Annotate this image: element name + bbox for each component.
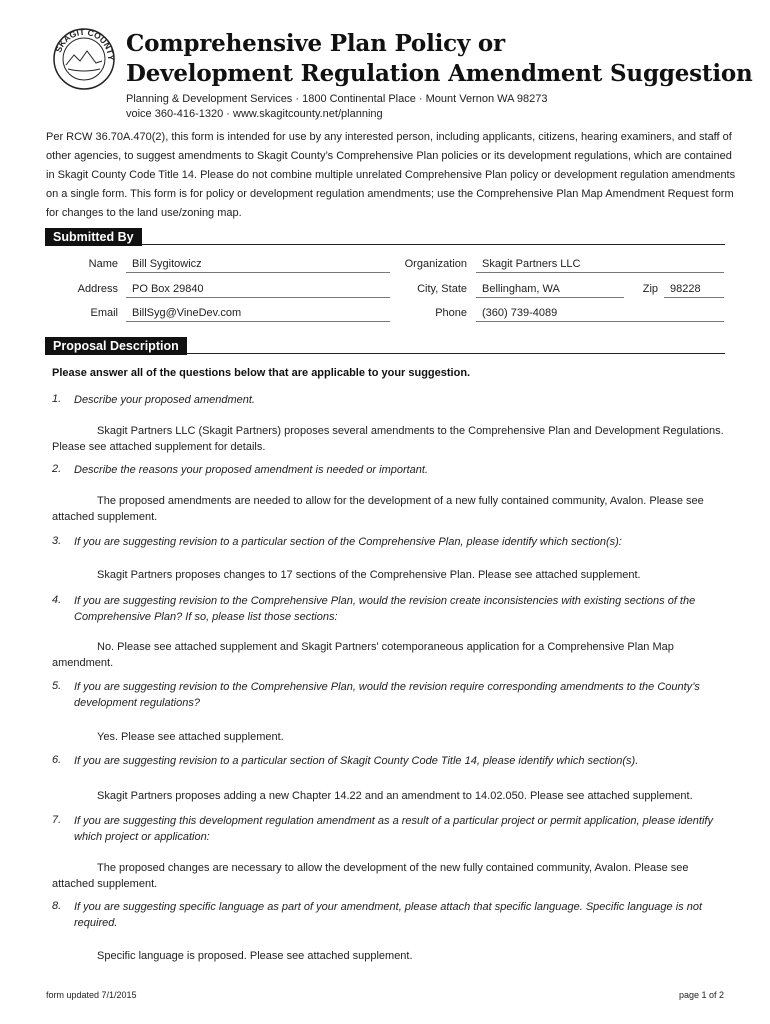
answer-text[interactable]: Skagit Partners proposes adding a new Chapter 14.22 and an amendment to 14.02.050. Please see attached supplement.: [97, 790, 693, 802]
svg-text:SKAGIT COUNTY: SKAGIT COUNTY: [53, 27, 116, 61]
question-number: 5.: [52, 680, 62, 692]
question-text: If you are suggesting revision to the Comprehensive Plan, would the revision create inconsistencies with existing sections of the Comprehensive Plan? If so, please list those sections:: [74, 595, 696, 623]
page-title-line2: Development Regulation Amendment Suggestion: [126, 60, 753, 87]
phone-field[interactable]: (360) 739-4089: [476, 307, 724, 322]
proposal-heading: Proposal Description: [45, 337, 187, 355]
question-text: If you are suggesting this development regulation amendment as a result of a particular project or permit application, please identify which project or application:: [74, 815, 713, 843]
question-text: Describe your proposed amendment.: [74, 394, 255, 406]
answer-text[interactable]: The proposed changes are necessary to allow the development of the new fully contained community, Avalon. Please see attached supplement.: [52, 862, 689, 890]
department-address: Planning & Development Services · 1800 Continental Place · Mount Vernon WA 98273: [126, 93, 548, 105]
city-state-field[interactable]: Bellingham, WA: [476, 283, 624, 298]
answer-text[interactable]: Yes. Please see attached supplement.: [97, 731, 284, 743]
question-number: 8.: [52, 900, 62, 912]
proposal-section-bar: [45, 337, 725, 354]
zip-field[interactable]: 98228: [664, 283, 724, 298]
email-field[interactable]: BillSyg@VineDev.com: [126, 307, 390, 322]
question-text: If you are suggesting revision to a particular section of the Comprehensive Plan, please identify which section(s):: [74, 536, 622, 548]
answer-text[interactable]: Specific language is proposed. Please see attached supplement.: [97, 950, 413, 962]
answer-text[interactable]: The proposed amendments are needed to allow for the development of a new fully contained community, Avalon. Please see attached supplement.: [52, 495, 704, 523]
question-text: If you are suggesting revision to a particular section of Skagit County Code Title 14, please identify which section(s).: [74, 755, 639, 767]
department-contact: voice 360-416-1320 · www.skagitcounty.net/planning: [126, 108, 383, 120]
address-field[interactable]: PO Box 29840: [126, 283, 390, 298]
name-label: Name: [88, 258, 118, 270]
proposal-instruction: Please answer all of the questions below that are applicable to your suggestion.: [52, 367, 471, 379]
zip-label: Zip: [642, 283, 658, 295]
question-number: 1.: [52, 393, 62, 405]
footer-page-number: page 1 of 2: [678, 990, 724, 1000]
name-field[interactable]: Bill Sygitowicz: [126, 258, 390, 273]
submitted-by-section-bar: [45, 228, 725, 245]
answer-text[interactable]: Skagit Partners LLC (Skagit Partners) proposes several amendments to the Comprehensive Plan and Development Regulations. Please see attached supplement for details.: [52, 425, 724, 453]
question-text: Describe the reasons your proposed amendment is needed or important.: [74, 464, 429, 476]
city-state-label: City, State: [417, 283, 467, 295]
question-number: 2.: [52, 463, 62, 475]
phone-label: Phone: [435, 307, 467, 319]
question-number: 7.: [52, 814, 62, 826]
answer-text[interactable]: No. Please see attached supplement and Skagit Partners' cotemporaneous application for a Comprehensive Plan Map amendment.: [52, 641, 674, 669]
address-label: Address: [77, 283, 118, 295]
intro-paragraph: Per RCW 36.70A.470(2), this form is intended for use by any interested person, including applicants, citizens, hearing examiners, and staff of other agencies, to suggest amendments to Skagit County’s Comprehensive Plan policies or its development regulations, which are contained in Skagit County Code Title 14. Please do not combine multiple unrelated Comprehensive Plan policy or development regulation amendments on a single form. This form is for policy or development regulation amendments; use the Comprehensive Plan Map Amendment Request form for changes to the land use/zoning map.: [46, 131, 736, 219]
question-number: 4.: [52, 594, 62, 606]
question-text: If you are suggesting specific language as part of your amendment, please attach that specific language. Specific language is not required.: [74, 901, 703, 929]
organization-label: Organization: [404, 258, 467, 270]
organization-field[interactable]: Skagit Partners LLC: [476, 258, 724, 273]
footer-form-date: form updated 7/1/2015: [46, 990, 137, 1000]
question-number: 3.: [52, 535, 62, 547]
county-seal-logo: [52, 27, 116, 91]
answer-text[interactable]: Skagit Partners proposes changes to 17 sections of the Comprehensive Plan. Please see attached supplement.: [97, 569, 641, 581]
page-title-line1: Comprehensive Plan Policy or: [126, 30, 505, 57]
email-label: Email: [90, 307, 118, 319]
question-text: If you are suggesting revision to the Comprehensive Plan, would the revision require corresponding amendments to the County’s development regulations?: [74, 681, 700, 709]
question-number: 6.: [52, 754, 62, 766]
submitted-by-heading: Submitted By: [45, 228, 142, 246]
